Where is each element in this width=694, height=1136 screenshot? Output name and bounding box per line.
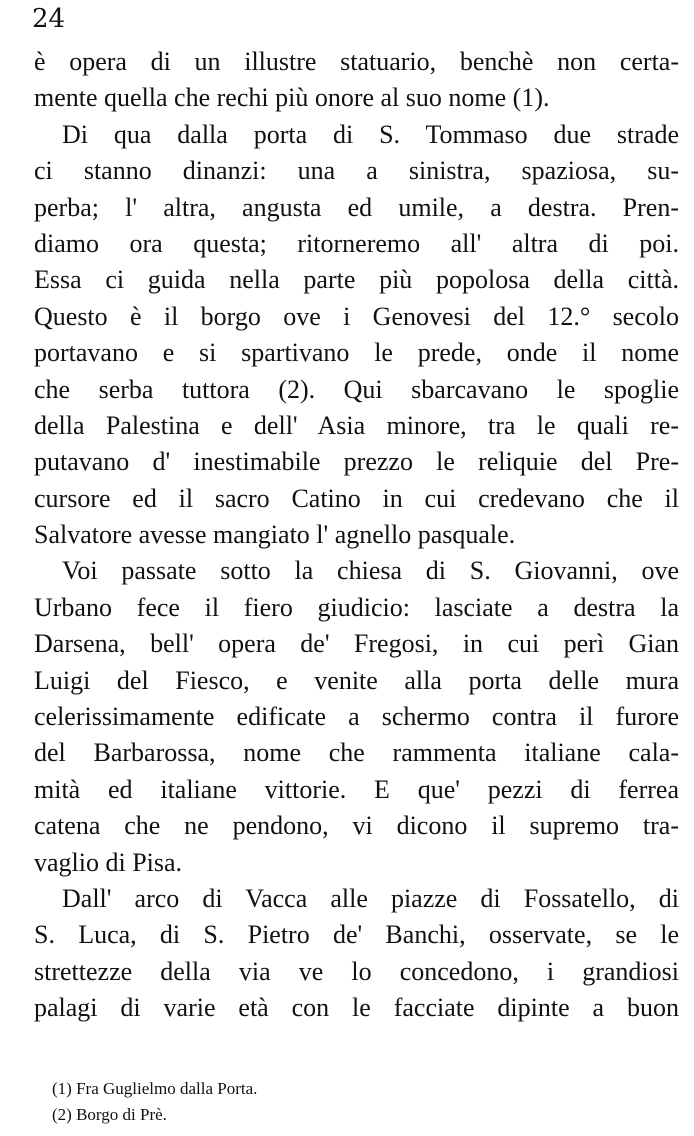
text-line: catena che ne pendono, vi dicono il supremo tra- [34,811,679,841]
text-line: Salvatore avesse mangiato l' agnello pasquale. [34,520,516,550]
text-line: S. Luca, di S. Pietro de' Banchi, osservate, se le [34,920,679,950]
text-line: celerissimamente edificate a schermo contra il furore [34,702,679,732]
text-line: cursore ed il sacro Catino in cui credevano che il [34,483,679,513]
text-line: Luigi del Fiesco, e venite alla porta delle mura [34,665,679,695]
body-text [34,44,679,1027]
text-line: strettezze della via ve lo concedono, i grandiosi [34,956,679,986]
text-line: Dall' arco di Vacca alle piazze di Fossatello, di [62,883,679,913]
text-line: che serba tuttora (2). Qui sbarcavano le spoglie [34,374,679,404]
text-line: portavano e si spartivano le prede, onde il nome [34,338,679,368]
text-line: Essa ci guida nella parte più popolosa della città. [34,265,679,295]
text-line: palagi di varie età con le facciate dipinte a buon [34,993,679,1023]
text-line: mità ed italiane vittorie. E que' pezzi di ferrea [34,774,679,804]
text-line: Urbano fece il fiero giudicio: lasciate a destra la [34,592,679,622]
text-line: Voi passate sotto la chiesa di S. Giovanni, ove [62,556,679,586]
text-line: della Palestina e dell' Asia minore, tra le quali re- [34,410,679,440]
text-line: del Barbarossa, nome che rammenta italiane cala- [34,738,679,768]
text-line: ci stanno dinanzi: una a sinistra, spaziosa, su- [34,156,679,186]
text-line: vaglio di Pisa. [34,847,183,877]
footnotes [52,1076,257,1128]
footnote: (2) Borgo di Prè. [52,1105,167,1124]
page-number: 24 [32,4,66,34]
text-line: Darsena, bell' opera de' Fregosi, in cui perì Gian [34,629,679,659]
text-line: perba; l' altra, angusta ed umile, a destra. Pren- [34,192,679,222]
text-line: è opera di un illustre statuario, benchè non certa- [34,47,679,76]
text-line: Questo è il borgo ove i Genovesi del 12.° secolo [34,301,679,331]
text-line: Di qua dalla porta di S. Tommaso due strade [62,119,679,149]
text-line: mente quella che rechi più onore al suo nome (1). [34,83,550,113]
text-line: putavano d' inestimabile prezzo le reliquie del Pre- [34,447,679,477]
footnote: (1) Fra Guglielmo dalla Porta. [52,1079,258,1098]
text-line: diamo ora questa; ritorneremo all' altra di poi. [34,228,679,258]
